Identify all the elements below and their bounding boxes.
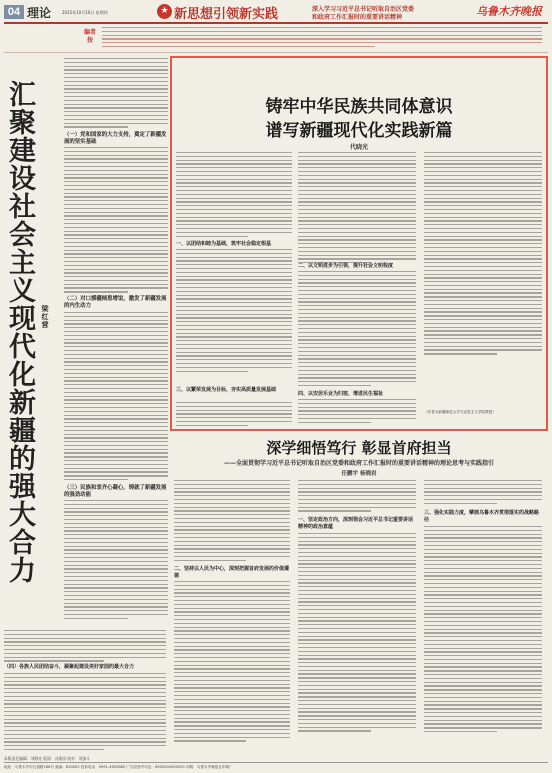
- bottom-col2-para-1: [298, 480, 416, 514]
- center-author-note: （作者为新疆师范大学马克思主义学院教授）: [424, 410, 496, 414]
- editor-note-label-1: 编者: [83, 29, 96, 36]
- left-subhead-4: （四）各族人民团结奋斗，凝聚起建设美好家园的最大合力: [4, 664, 135, 670]
- section-name: 理论: [27, 6, 52, 20]
- bottom-subhead-3: 三、强化实践力度，擘画乌鲁木齐贯彻落实的战略路径: [424, 510, 540, 523]
- left-subhead-1: （一）党和国家的大力支持，奠定了新疆发展的坚实基础: [64, 132, 167, 145]
- editor-note-rule: [4, 52, 548, 53]
- header-rule: [4, 22, 548, 24]
- center-col1-para-3: [176, 402, 292, 429]
- center-title-line-2: 谱写新疆现代化实践新篇: [265, 121, 453, 141]
- left-bottom-para-1: [4, 630, 166, 664]
- center-col2-para-1: [298, 152, 416, 266]
- banner-title: 新思想引领新实践: [174, 7, 279, 22]
- center-subhead-3: 三、以繁荣发展为目标，夯实高质量发展基础: [176, 387, 277, 393]
- center-subhead-1: 一、以团结和睦为基础，筑牢社会稳定根基: [176, 241, 272, 247]
- banner-logo: ★: [157, 4, 172, 19]
- center-title-line-1: 铸牢中华民族共同体意识: [265, 97, 453, 117]
- bottom-col3-para-1: [424, 480, 542, 507]
- masthead-logo: 乌鲁木齐晚报: [476, 5, 542, 18]
- page-number: 04: [4, 5, 24, 19]
- center-col1-para-2: [176, 249, 292, 374]
- left-col-para-1: [64, 58, 168, 130]
- left-bottom-para-2: [4, 673, 166, 753]
- footer-bar-text: 地址：乌鲁木齐市红旗路188号 邮编：830002 投诉电话：0991-4655889 广告经营许可证：6500004000055 印刷：乌鲁木齐晚报社印刷厂: [4, 765, 233, 769]
- bottom-article-title: 深学细悟笃行 彰显首府担当: [266, 439, 452, 457]
- banner-subtitle-2: 和政府工作汇报时的重要讲话精神: [312, 14, 403, 21]
- center-subhead-2: 二、以文明进步为引领，提升社会文明程度: [298, 263, 394, 269]
- center-col2-para-3: [298, 399, 416, 426]
- bottom-col2-para-2: [298, 533, 416, 734]
- left-subhead-2: （二）对口援疆倾患增谊，激发了新疆发展的内生动力: [64, 296, 167, 309]
- left-col-para-3: [64, 312, 168, 483]
- footer-rule: [4, 762, 548, 763]
- bottom-col1-para-2: [174, 581, 290, 744]
- bottom-col3-para-2: [424, 526, 542, 735]
- banner-subtitle-1: 深入学习习近平总书记听取自治区党委: [312, 6, 415, 13]
- editor-note-label-2: 按: [86, 37, 93, 44]
- center-col3-para-1: [424, 152, 542, 357]
- bottom-subhead-2: 二、坚持以人民为中心，深刻把握首府发展的价值遵循: [174, 566, 290, 579]
- bottom-article-authors: 任鹏宇 杨晓岩: [341, 471, 377, 477]
- left-col-para-2: [64, 147, 168, 295]
- page-editor-credit: 本版责任编辑：刘海亮 版面：冯维国 校对：刘加斗: [4, 756, 90, 761]
- left-article-title: 汇聚建设社会主义现代化新疆的强大合力: [4, 80, 35, 584]
- center-subhead-4: 四、以安居乐业为归宿，增进民生福祉: [298, 391, 384, 397]
- center-author: 代晓光: [349, 144, 368, 151]
- left-subhead-3: （三）民族和衷齐心凝心，铸就了新疆发展的强劲动能: [64, 485, 167, 498]
- center-col1-para-1: [176, 152, 292, 239]
- left-col-para-4: [64, 500, 168, 622]
- bottom-col1-para-1: [174, 480, 290, 564]
- editor-note-text: [102, 27, 542, 50]
- center-col2-para-2: [298, 271, 416, 389]
- editor-note-label: [82, 29, 98, 45]
- left-article-author: 梁红营: [41, 305, 50, 329]
- bottom-article-subtitle: ——全面贯彻学习近平总书记听取自治区党委和政府工作汇报时的重要讲话精神的理论思考与实践指引: [223, 460, 494, 467]
- date-line: 2025年10月16日 星期四: [62, 10, 108, 15]
- bottom-subhead-1: 一、坚定政治方向，深刻领会习近平总书记重要讲话精神的政治意蕴: [298, 517, 414, 530]
